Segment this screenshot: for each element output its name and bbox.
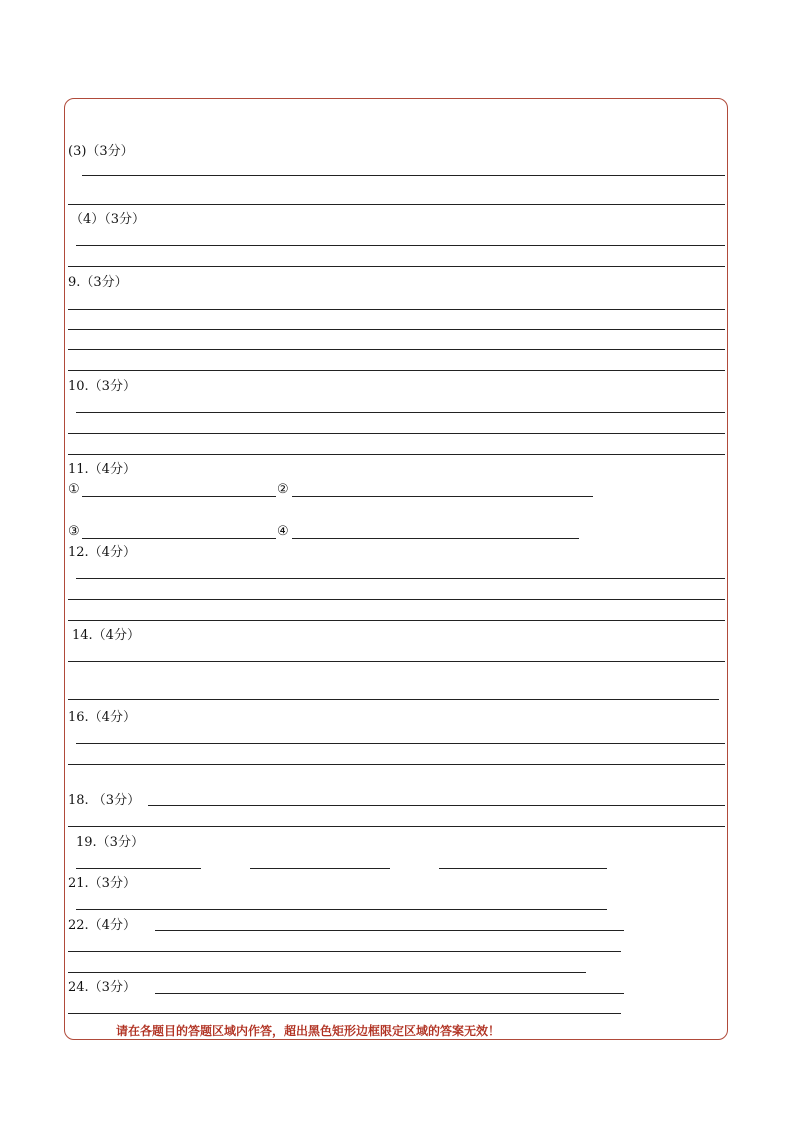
answer-line[interactable] xyxy=(68,433,725,434)
question-12-label: 12.（4分） xyxy=(68,545,136,560)
answer-line[interactable] xyxy=(68,204,725,205)
blank-line-2[interactable] xyxy=(292,496,593,497)
blank-line-3[interactable] xyxy=(82,538,276,539)
answer-area-border xyxy=(64,98,728,1040)
question-3-label: (3)（3分） xyxy=(68,144,134,159)
question-21-label: 21.（3分） xyxy=(68,876,136,891)
answer-line[interactable] xyxy=(148,805,725,806)
blank-marker-3: ③ xyxy=(68,524,80,539)
answer-line[interactable] xyxy=(68,349,725,350)
answer-line[interactable] xyxy=(76,578,725,579)
blank-marker-1: ① xyxy=(68,482,80,497)
blank-marker-4: ④ xyxy=(277,524,289,539)
question-19-label: 19.（3分） xyxy=(76,835,144,850)
question-16-label: 16.（4分） xyxy=(68,710,136,725)
answer-area-notice: 请在各题目的答题区域内作答，超出黑色矩形边框限定区域的答案无效！ xyxy=(116,1024,501,1038)
answer-line[interactable] xyxy=(68,826,725,827)
answer-line[interactable] xyxy=(68,620,725,621)
answer-line[interactable] xyxy=(155,993,624,994)
answer-line[interactable] xyxy=(68,951,621,952)
blank-line-1[interactable] xyxy=(82,496,276,497)
answer-line[interactable] xyxy=(68,699,719,700)
answer-line[interactable] xyxy=(76,245,725,246)
answer-line[interactable] xyxy=(68,1013,621,1014)
answer-line[interactable] xyxy=(68,266,725,267)
answer-line[interactable] xyxy=(68,599,725,600)
question-4-label: （4）（3分） xyxy=(70,212,146,227)
answer-line[interactable] xyxy=(82,175,725,176)
answer-line[interactable] xyxy=(68,454,725,455)
answer-line[interactable] xyxy=(68,764,725,765)
blank-marker-2: ② xyxy=(277,482,289,497)
question-24-label: 24.（3分） xyxy=(68,980,136,995)
answer-line[interactable] xyxy=(76,909,607,910)
blank-line[interactable] xyxy=(439,868,607,869)
answer-line[interactable] xyxy=(68,370,725,371)
blank-line-4[interactable] xyxy=(292,538,579,539)
question-9-label: 9.（3分） xyxy=(68,275,128,290)
answer-line[interactable] xyxy=(155,930,624,931)
question-14-label: 14.（4分） xyxy=(72,628,140,643)
answer-line[interactable] xyxy=(76,743,725,744)
answer-line[interactable] xyxy=(68,329,725,330)
answer-line[interactable] xyxy=(76,412,725,413)
blank-line[interactable] xyxy=(250,868,390,869)
blank-line[interactable] xyxy=(76,868,201,869)
question-18-label: 18. （3分） xyxy=(68,793,141,808)
answer-line[interactable] xyxy=(68,972,586,973)
question-22-label: 22.（4分） xyxy=(68,918,136,933)
question-11-label: 11.（4分） xyxy=(68,462,136,477)
question-10-label: 10.（3分） xyxy=(68,379,136,394)
answer-line[interactable] xyxy=(68,309,725,310)
answer-line[interactable] xyxy=(68,661,725,662)
